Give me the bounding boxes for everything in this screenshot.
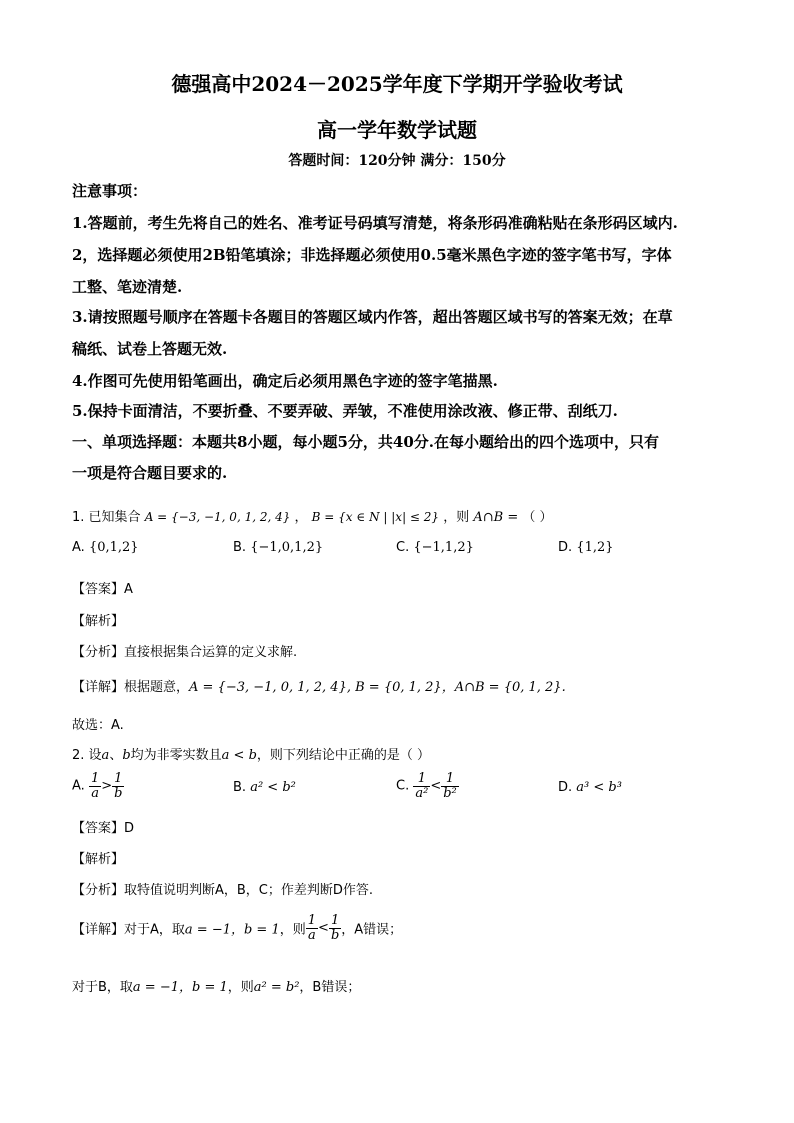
frac-numerator: 1 [329,914,341,929]
frac-numerator: 1 [90,771,100,786]
note-2a: 2，选择题必须使用2B铅笔填涂；非选择题必须使用0.5毫米黑色字迹的签字笔书写，字体 [72,246,672,264]
q2-stem [72,744,430,763]
q2-stem-c: ，则下列结论中正确的是（ ） [256,748,431,763]
q1-option-b-value: {−1,0,1,2} [250,540,324,555]
q2-detail-frac-left [306,914,318,942]
exam-title: 德强高中2024－2025学年度下学期开学验收考试 [171,72,623,96]
frac-denominator: b² [443,785,457,801]
q1-option-d-value: {1,2} [576,540,614,555]
q2-forb-label: 对于B，取 [72,980,133,995]
q2-option-c-rel: < [430,778,442,794]
frac-denominator: a² [415,785,429,801]
q2-option-a-frac-right [112,772,124,800]
q2-sep: 、 [109,748,123,763]
q1-option-a-value: {0,1,2} [88,540,139,555]
q1-set-b: B = {x ∈ N | |x| ≤ 2} [311,510,440,524]
frac-denominator: b [114,785,123,801]
q2-forb-vals: a = −1，b = 1 [132,980,228,995]
q1-stem [72,506,553,525]
q2-cond: a < b [221,748,257,763]
q1-stem-b: ，则 [443,510,470,525]
q2-stem-a: 2. 设 [72,748,102,763]
q2-detail-a [72,914,402,942]
q2-forb-then: ，则 [227,980,254,995]
q2-option-d-value: a³ < b³ [576,780,622,795]
q1-set-a: A = {−3, −1, 0, 1, 2, 4} [144,510,291,524]
q1-option-a-label: A. [72,540,85,555]
q1-detail-label: 【详解】根据题意， [72,680,190,695]
note-5: 5.保持卡面清洁，不要折叠、不要弄破、弄皱，不准使用涂改液、修正带、刮纸刀. [72,402,618,420]
frac-denominator: b [330,927,340,943]
q1-stem-a: 1. 已知集合 [72,510,141,525]
frac-denominator: a [308,927,316,943]
q1-fenxi: 【分析】直接根据集合运算的定义求解. [72,645,298,660]
q2-option-c-frac-right [441,772,459,800]
q2-option-c [396,772,459,800]
q1-option-b-label: B. [233,540,247,555]
q1-option-c-value: {−1,1,2} [413,540,474,555]
note-2b: 工整、笔迹清楚. [72,278,183,296]
frac-numerator: 1 [307,913,317,928]
q2-fenxi: 【分析】取特值说明判断A，B，C；作差判断D作答. [72,883,374,898]
q1-comma: ， [294,510,308,525]
q2-option-a [72,772,124,800]
q1-analysis: 【解析】 [72,614,125,629]
note-3b: 稿纸、试卷上答题无效. [72,340,228,358]
q1-detail-math: A = {−3, −1, 0, 1, 2, 4}, B = {0, 1, 2}，A∩B = {0, 1, 2}. [189,680,566,695]
q2-option-b-label: B. [233,780,247,795]
q2-var-a: a [101,748,110,763]
q2-forb-eq: a² = b² [253,980,300,995]
section-1-line2: 一项是符合题目要求的. [72,464,228,482]
note-1: 1.答题前，考生先将自己的姓名、准考证号码填写清楚，将条形码准确粘贴在条形码区域内. [72,214,678,232]
exam-subtitle: 高一学年数学试题 [317,118,477,142]
q1-option-d [558,540,614,555]
q2-stem-b: 均为非零实数且 [130,748,222,763]
exam-meta: 答题时间：120分钟 满分：150分 [288,153,506,169]
notes-heading: 注意事项： [72,182,148,200]
q2-detail-then: ，则 [279,922,306,938]
q1-option-a [72,540,139,555]
q1-paren: （ ） [522,510,553,525]
q1-option-b [233,540,323,555]
q2-option-d [558,780,622,795]
q2-detail-conclusion: ，A错误； [341,922,403,938]
q1-option-d-label: D. [558,540,573,555]
q2-for-b [72,976,360,995]
frac-numerator: 1 [441,772,459,787]
q2-detail-vals: a = −1，b = 1 [184,922,280,938]
q2-var-b: b [122,748,131,763]
q2-option-a-label: A. [72,778,85,794]
q2-analysis: 【解析】 [72,852,125,867]
q2-answer: 【答案】D [72,821,135,836]
note-4: 4.作图可先使用铅笔画出，确定后必须用黑色字迹的签字笔描黑. [72,372,498,390]
q2-option-c-label: C. [396,778,410,794]
q1-answer: 【答案】A [72,582,133,597]
q2-option-b-value: a² < b² [250,780,296,795]
q1-expr: A∩B = [473,510,519,525]
q2-option-d-label: D. [558,780,573,795]
q1-choose: 故选：A. [72,718,124,733]
frac-denominator: a [91,785,99,801]
q2-forb-conclusion: ，B错误； [299,980,361,995]
q2-option-a-rel: > [101,778,113,794]
frac-numerator: 1 [112,772,124,787]
q2-option-a-frac-left [89,772,101,800]
q2-option-b [233,780,296,795]
q2-detail-frac-right [329,914,341,942]
section-1-line1: 一、单项选择题：本题共8小题，每小题5分，共40分.在每小题给出的四个选项中，只有 [72,433,659,451]
q1-option-c [396,540,474,555]
q1-detail [72,676,566,695]
frac-numerator: 1 [413,772,430,787]
q1-option-c-label: C. [396,540,410,555]
q2-detail-rel: < [318,920,329,936]
q2-detail-label: 【详解】对于A，取 [72,922,185,938]
q2-option-c-frac-left [413,772,430,800]
note-3a: 3.请按照题号顺序在答题卡各题目的答题区域内作答，超出答题区域书写的答案无效；在草 [72,308,673,326]
